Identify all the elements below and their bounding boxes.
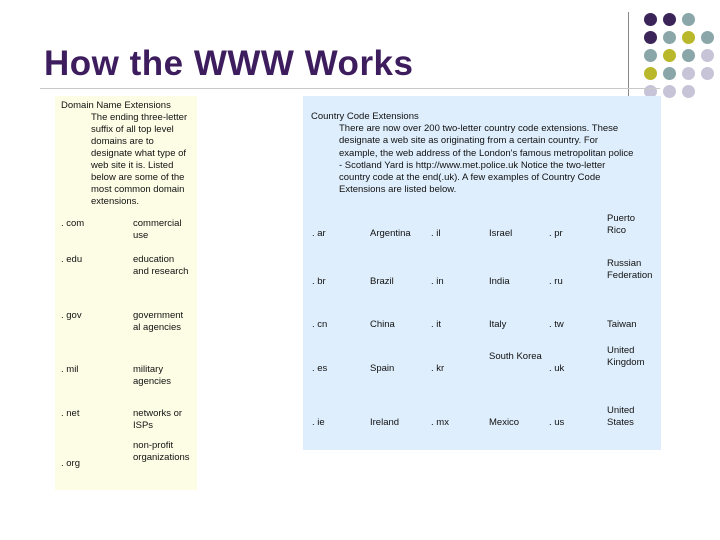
country-name: Russian Federation (607, 258, 653, 281)
deco-dot (682, 31, 695, 44)
deco-dot (663, 13, 676, 26)
domain-description: networks or ISPs (133, 408, 183, 431)
deco-dot (663, 31, 676, 44)
country-name: Puerto Rico (607, 213, 635, 236)
country-code: . uk (549, 363, 565, 374)
country-name: Ireland (370, 417, 400, 428)
country-row (303, 345, 661, 396)
country-code: . mx (431, 417, 449, 428)
country-name: Argentina (370, 228, 411, 239)
domain-row (61, 364, 195, 404)
country-code: . in (431, 276, 444, 287)
country-code: . kr (431, 363, 445, 374)
country-code: . il (431, 228, 441, 239)
country-name: India (489, 276, 510, 287)
deco-dot (701, 49, 714, 62)
country-code: . it (431, 319, 442, 330)
country-name: United Kingdom (607, 345, 645, 368)
country-code: . cn (312, 319, 328, 330)
country-code: . ru (549, 276, 563, 287)
domain-extensions-intro (61, 100, 195, 208)
country-code: . br (312, 276, 326, 287)
domain-description: military agencies (133, 364, 172, 387)
domain-description: government al agencies (133, 310, 184, 333)
deco-dot (644, 67, 657, 80)
title-divider (40, 88, 660, 89)
deco-dot (682, 67, 695, 80)
deco-dot (701, 67, 714, 80)
domain-code: . edu (61, 254, 83, 265)
domain-code: . net (61, 408, 80, 419)
domain-description: education and research (133, 254, 189, 277)
country-row (303, 258, 661, 310)
deco-dot (663, 49, 676, 62)
deco-dot (701, 31, 714, 44)
deco-dot (682, 13, 695, 26)
deco-dot (644, 13, 657, 26)
country-code-intro (311, 111, 639, 196)
country-row (303, 213, 661, 261)
country-code-description: There are now over 200 two-letter country code extensions. These designate a web site as originating from a certain country. For example, the web address of the London's famous metropolitan police - Scotland Yard is http://www.met.police.uk Notice the two-letter country code at the end(.uk). A few examples of Country Code Extensions are listed below. (339, 123, 634, 196)
domain-description: non-profit organizations (133, 440, 190, 463)
domain-description: commercial use (133, 218, 182, 241)
country-code: . pr (549, 228, 563, 239)
domain-code: . com (61, 218, 85, 229)
country-code: . tw (549, 319, 564, 330)
domain-row (61, 442, 195, 482)
country-name: Italy (489, 319, 507, 330)
domain-row (61, 218, 195, 258)
deco-dot (644, 49, 657, 62)
deco-dot (663, 85, 676, 98)
domain-extensions-description: The ending three-letter suffix of all top level domains are to designate what type of web site it is. Listed below are some of the most common domain extensions. (91, 112, 188, 207)
deco-dot (682, 49, 695, 62)
country-name: Taiwan (607, 319, 637, 330)
domain-code: . mil (61, 364, 79, 375)
country-code: . ar (312, 228, 326, 239)
slide-title: How the WWW Works (44, 44, 414, 83)
domain-code: . org (61, 458, 81, 469)
deco-dot (644, 31, 657, 44)
country-code: . us (549, 417, 565, 428)
deco-dot (682, 85, 695, 98)
country-name: Israel (489, 228, 513, 239)
domain-row (61, 254, 195, 294)
domain-extensions-heading: Domain Name Extensions (61, 100, 171, 111)
country-name: Spain (370, 363, 395, 374)
country-code-heading: Country Code Extensions (311, 111, 419, 122)
country-name: Mexico (489, 417, 520, 428)
domain-code: . gov (61, 310, 82, 321)
country-name: United States (607, 405, 635, 428)
country-name: Brazil (370, 276, 394, 287)
country-code: . es (312, 363, 328, 374)
domain-row (61, 310, 195, 350)
country-row (303, 402, 661, 450)
deco-dot (663, 67, 676, 80)
country-name: South Korea (489, 351, 542, 362)
country-name: China (370, 319, 395, 330)
country-code: . ie (312, 417, 325, 428)
